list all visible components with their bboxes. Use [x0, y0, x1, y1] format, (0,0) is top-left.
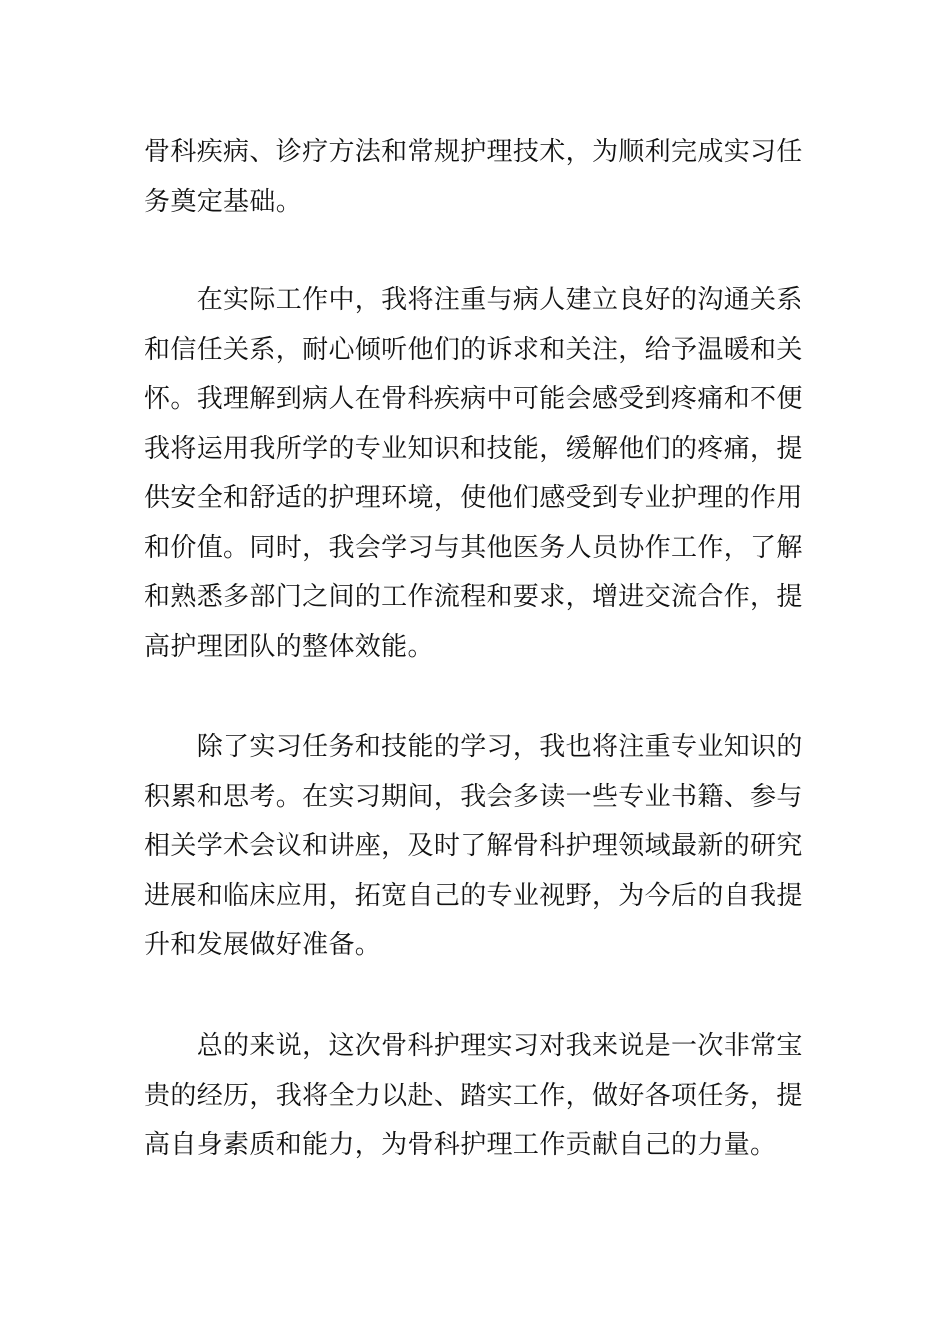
paragraph-1 [144, 128, 808, 227]
text-line: 相关学术会议和讲座，及时了解骨科护理领域最新的研究 [144, 831, 803, 861]
text-line: 供安全和舒适的护理环境，使他们感受到专业护理的作用 [144, 483, 803, 513]
text-line: 我将运用我所学的专业知识和技能，缓解他们的疼痛，提 [144, 433, 803, 464]
text-line: 贵的经历，我将全力以赴、踏实工作，做好各项任务，提 [144, 1080, 803, 1111]
text-line: 和信任关系，耐心倾听他们的诉求和关注，给予温暖和关 [144, 334, 803, 365]
text-line: 务奠定基础。 [144, 186, 303, 217]
text-line: 除了实习任务和技能的学习，我也将注重专业知识的 [144, 732, 803, 762]
paragraph-2 [144, 276, 808, 672]
paragraph-3 [144, 723, 808, 971]
text-line: 总的来说，这次骨科护理实习对我来说是一次非常宝 [144, 1031, 803, 1061]
text-line: 和价值。同时，我会学习与其他医务人员协作工作，了解 [144, 532, 803, 563]
paragraph-4 [144, 1022, 808, 1171]
text-line: 升和发展做好准备。 [144, 930, 382, 960]
text-line: 骨科疾病、诊疗方法和常规护理技术，为顺利完成实习任 [144, 137, 803, 167]
text-line: 进展和临床应用，拓宽自己的专业视野，为今后的自我提 [144, 880, 803, 911]
text-line: 和熟悉多部门之间的工作流程和要求，增进交流合作，提 [144, 582, 803, 612]
text-line: 积累和思考。在实习期间，我会多读一些专业书籍、参与 [144, 781, 803, 812]
text-line: 在实际工作中，我将注重与病人建立良好的沟通关系 [144, 285, 803, 315]
text-line: 怀。我理解到病人在骨科疾病中可能会感受到疼痛和不便 [144, 384, 803, 414]
text-line: 高护理团队的整体效能。 [144, 631, 434, 662]
text-line: 高自身素质和能力，为骨科护理工作贡献自己的力量。 [144, 1130, 777, 1160]
